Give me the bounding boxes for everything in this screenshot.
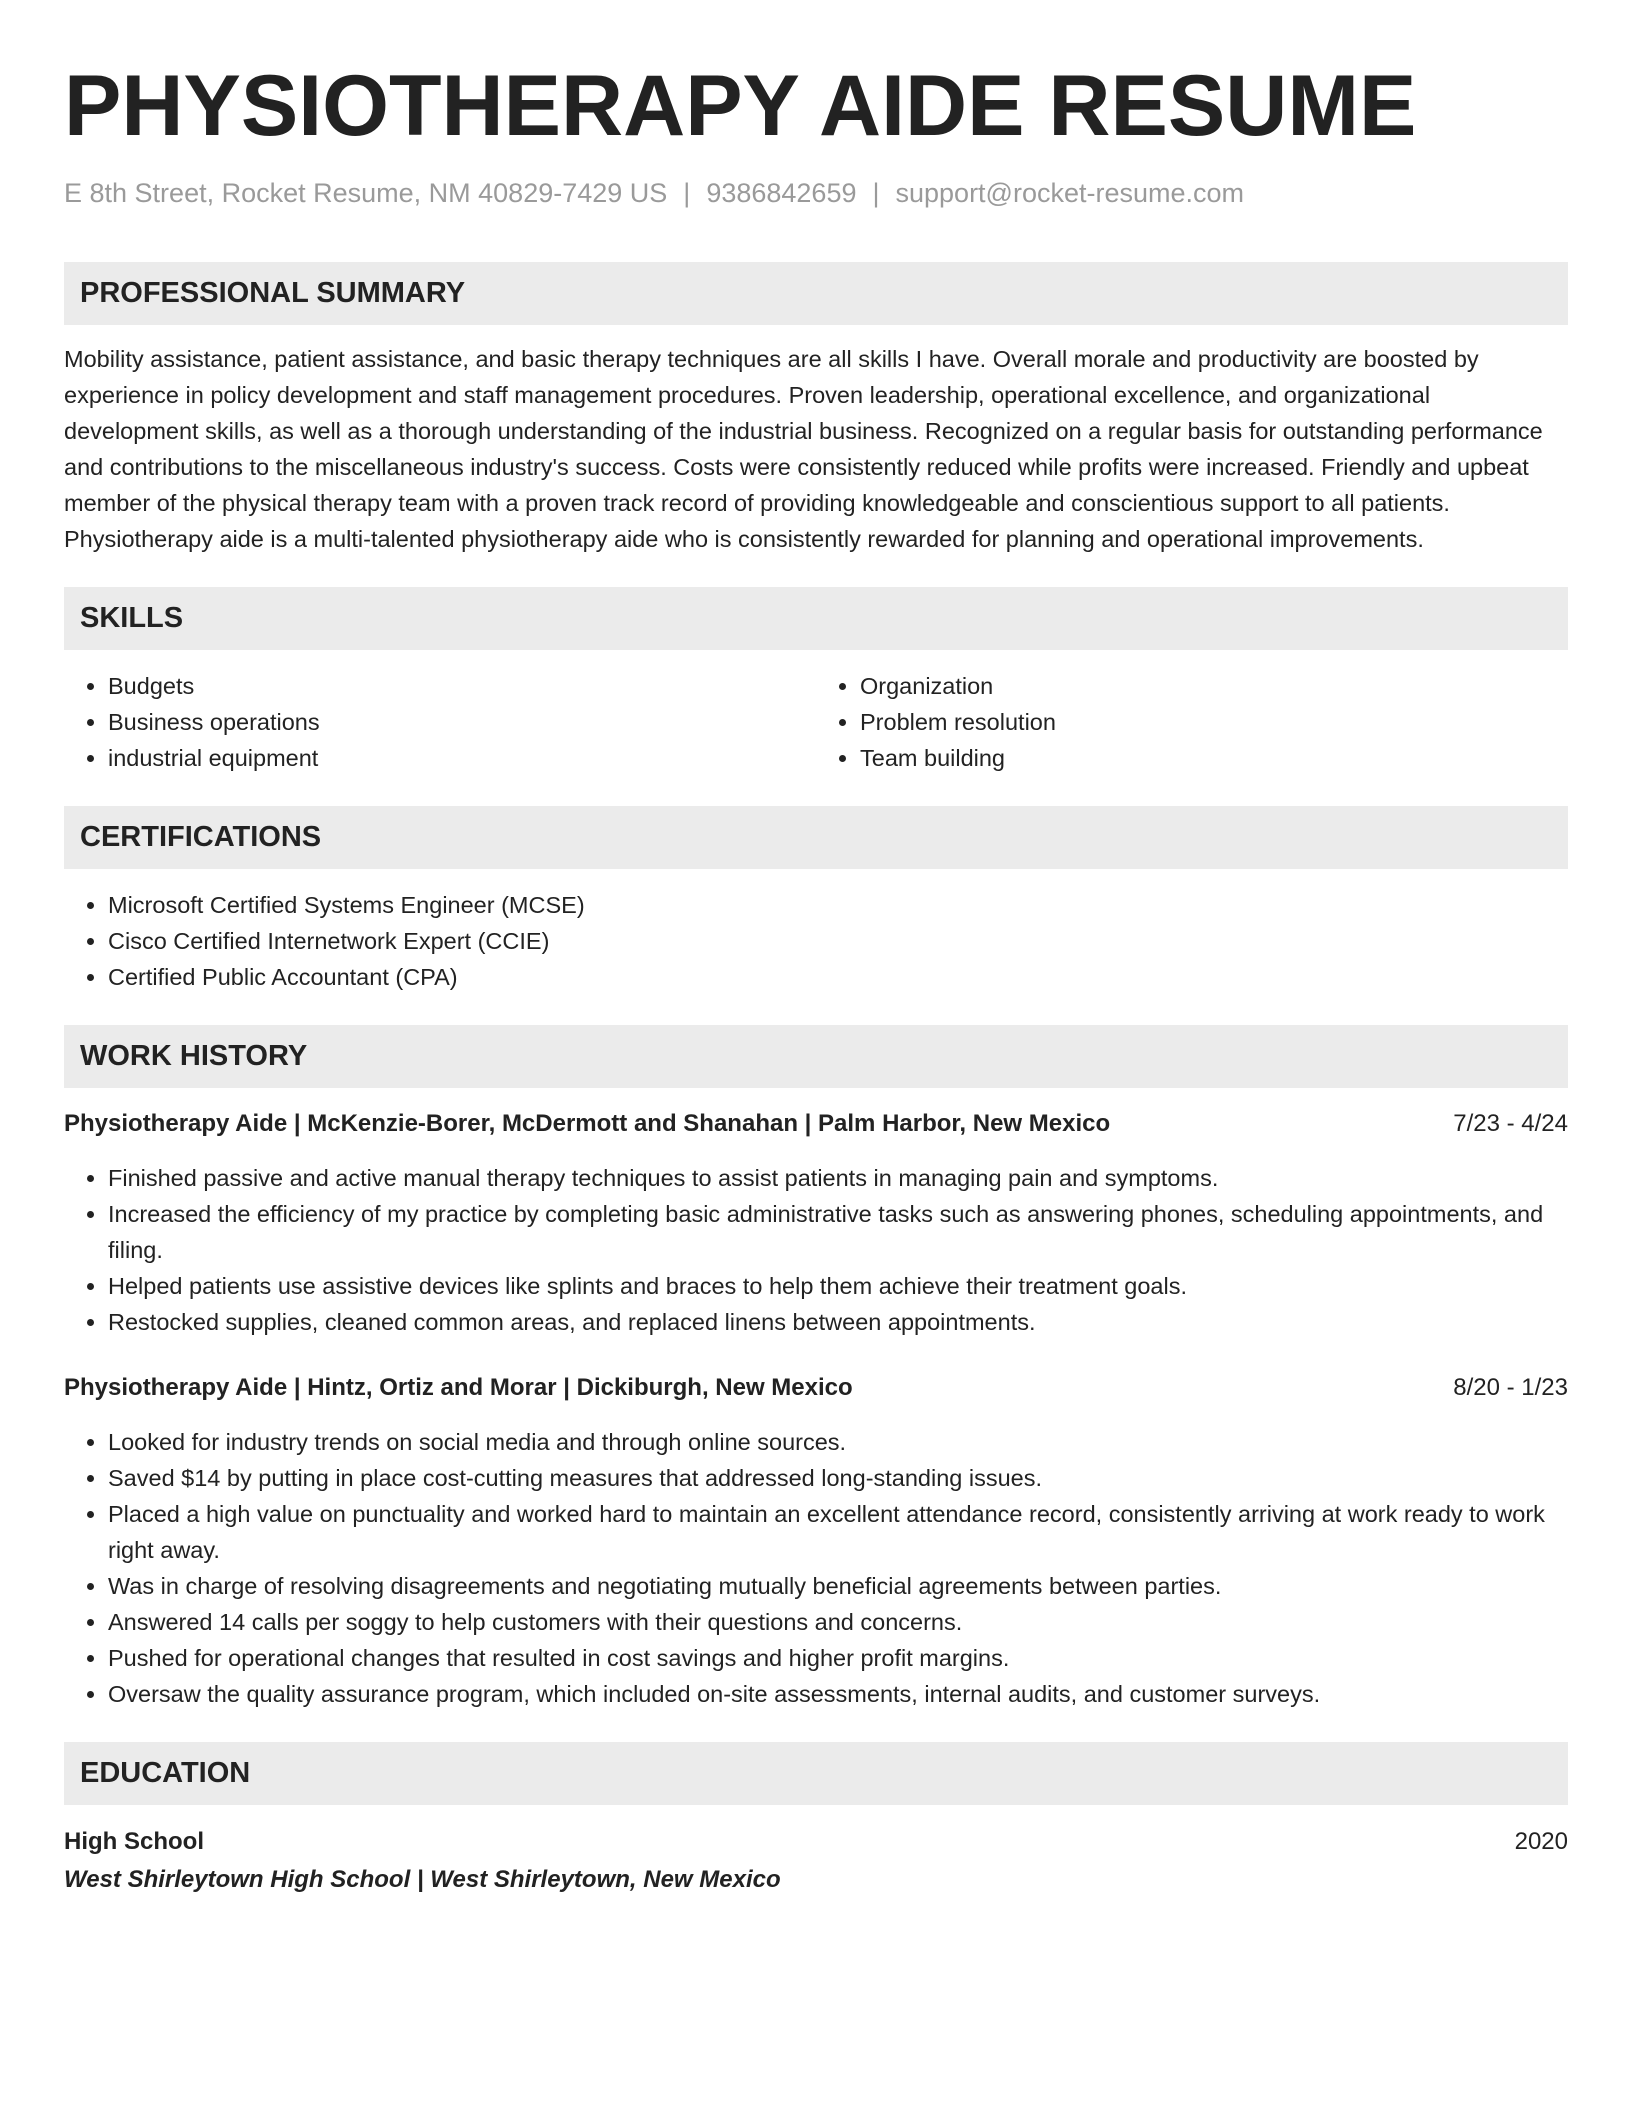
contact-address: E 8th Street, Rocket Resume, NM 40829-7429 US	[64, 178, 668, 208]
contact-line	[64, 176, 1568, 210]
education-header	[64, 1823, 1568, 1861]
skill-item: • Business operations	[108, 704, 816, 740]
job-bullets	[64, 1160, 1568, 1340]
job-bullets	[64, 1424, 1568, 1712]
job-title: Physiotherapy Aide | Hintz, Ortiz and Morar | Dickiburgh, New Mexico	[64, 1374, 853, 1401]
job-dates: 8/20 - 1/23	[1453, 1374, 1568, 1401]
job-bullet: • Finished passive and active manual therapy techniques to assist patients in managing pain and symptoms.	[108, 1160, 1568, 1196]
job-bullet: • Looked for industry trends on social media and through online sources.	[108, 1424, 1568, 1460]
skill-item: • Budgets	[108, 668, 816, 704]
job-bullet: • Placed a high value on punctuality and worked hard to maintain an excellent attendance record, consistently arriving at work ready to work right away.	[108, 1496, 1568, 1568]
skill-item: • Organization	[860, 668, 1568, 704]
contact-separator: |	[872, 178, 880, 208]
section-header-education: EDUCATION	[64, 1742, 1568, 1805]
job-bullet: • Answered 14 calls per soggy to help customers with their questions and concerns.	[108, 1604, 1568, 1640]
skills-column-right	[816, 668, 1568, 776]
contact-email: support@rocket-resume.com	[895, 178, 1245, 208]
job-bullet: • Was in charge of resolving disagreements and negotiating mutually beneficial agreements between parties.	[108, 1568, 1568, 1604]
education-degree: High School	[64, 1828, 204, 1855]
skills-column-left	[64, 668, 816, 776]
section-header-work-history: WORK HISTORY	[64, 1025, 1568, 1088]
certifications-list	[64, 887, 1568, 995]
skill-item: • industrial equipment	[108, 740, 816, 776]
job-entry	[64, 1106, 1568, 1340]
education-school: West Shirleytown High School | West Shirleytown, New Mexico	[64, 1866, 781, 1893]
job-header	[64, 1370, 1568, 1406]
certification-item: • Cisco Certified Internetwork Expert (CCIE)	[108, 923, 1568, 959]
contact-phone: 9386842659	[706, 178, 857, 208]
skills-list	[64, 668, 1568, 776]
job-entry	[64, 1370, 1568, 1712]
job-bullet: • Restocked supplies, cleaned common areas, and replaced linens between appointments.	[108, 1304, 1568, 1340]
summary-text: Mobility assistance, patient assistance, and basic therapy techniques are all skills I have. Overall morale and productivity are boosted by experience in policy development and staff management procedures. Proven leadership, operational excellence, and organizational development skills, as well as a thorough understanding of the industrial business. Recognized on a regular basis for outstanding performance and contributions to the miscellaneous industry's success. Costs were consistently reduced while profits were increased. Friendly and upbeat member of the physical therapy team with a proven track record of providing knowledgeable and conscientious support to all patients. Physiotherapy aide is a multi-talented physiotherapy aide who is consistently rewarded for planning and operational improvements.	[64, 346, 1543, 552]
section-header-certifications: CERTIFICATIONS	[64, 806, 1568, 869]
skill-item: • Team building	[860, 740, 1568, 776]
contact-separator: |	[683, 178, 691, 208]
resume-title: PHYSIOTHERAPY AIDE RESUME	[64, 58, 1417, 154]
job-bullet: • Oversaw the quality assurance program, which included on-site assessments, internal audits, and customer surveys.	[108, 1676, 1568, 1712]
job-bullet: • Helped patients use assistive devices like splints and braces to help them achieve their treatment goals.	[108, 1268, 1568, 1304]
job-title: Physiotherapy Aide | McKenzie-Borer, McDermott and Shanahan | Palm Harbor, New Mexico	[64, 1110, 1111, 1137]
job-dates: 7/23 - 4/24	[1453, 1110, 1568, 1137]
skill-item: • Problem resolution	[860, 704, 1568, 740]
education-year: 2020	[1514, 1828, 1568, 1855]
certification-item: • Microsoft Certified Systems Engineer (MCSE)	[108, 887, 1568, 923]
section-header-summary: PROFESSIONAL SUMMARY	[64, 262, 1568, 325]
section-header-skills: SKILLS	[64, 587, 1568, 650]
certification-item: • Certified Public Accountant (CPA)	[108, 959, 1568, 995]
job-bullet: • Increased the efficiency of my practice by completing basic administrative tasks such as answering phones, scheduling appointments, and filing.	[108, 1196, 1568, 1268]
job-header	[64, 1106, 1568, 1142]
job-bullet: • Pushed for operational changes that resulted in cost savings and higher profit margins.	[108, 1640, 1568, 1676]
job-bullet: • Saved $14 by putting in place cost-cutting measures that addressed long-standing issues.	[108, 1460, 1568, 1496]
